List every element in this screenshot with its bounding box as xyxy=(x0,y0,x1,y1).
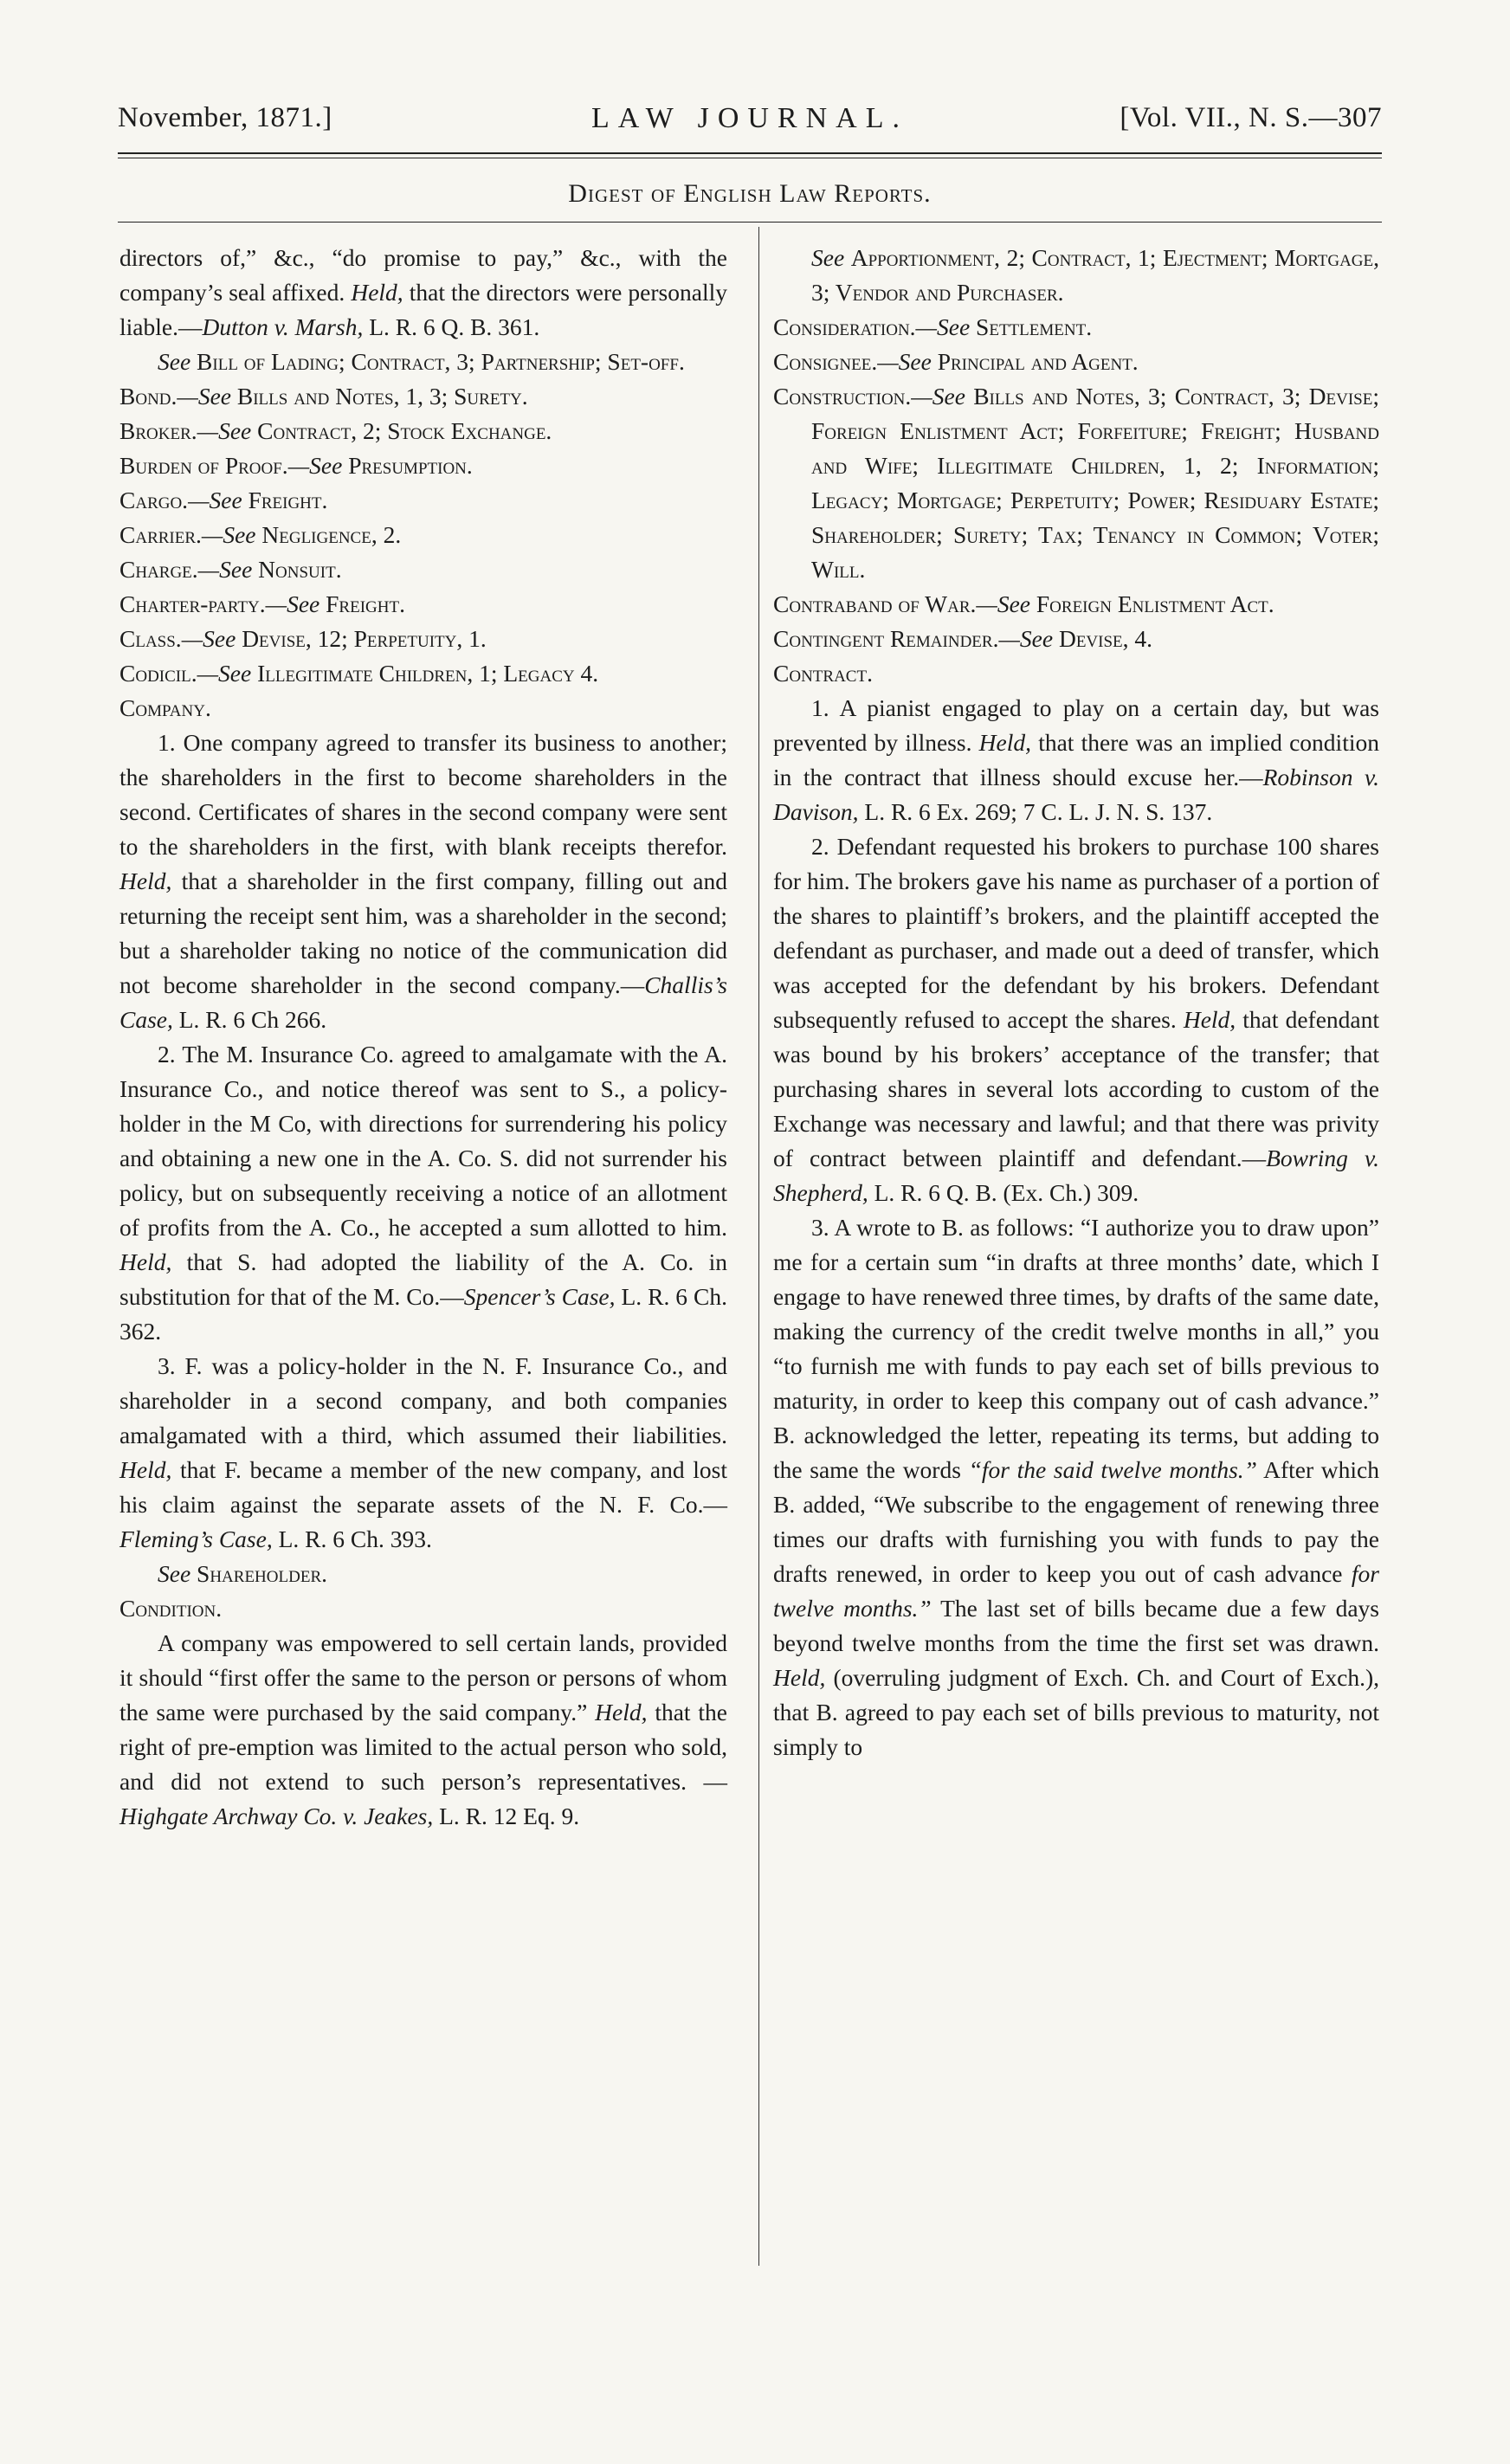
index-term: Consignee. xyxy=(773,348,878,375)
entry-text: that F. became a member of the new company, and lost his claim against the separate assets of the N. F. Co.— xyxy=(119,1456,727,1518)
index-term: Condition. xyxy=(119,1595,223,1622)
case-name: Robinson v. Davison, xyxy=(773,764,1379,825)
case-citation: L. R. 6 Ch. 362. xyxy=(119,1283,727,1345)
index-entry-carrier xyxy=(119,518,727,552)
index-entry-consideration xyxy=(773,310,1379,345)
index-entry-cargo xyxy=(119,483,727,518)
entry-text: that there was an implied condition in the contract that illness should excuse her.— xyxy=(773,729,1379,790)
case-citation: L. R. 6 Ex. 269; 7 C. L. J. N. S. 137. xyxy=(858,798,1213,825)
held-label: Held, xyxy=(595,1699,648,1725)
entry-continuation xyxy=(119,241,727,345)
see-reference xyxy=(119,345,727,379)
index-term: Codicil. xyxy=(119,660,197,687)
see-reference xyxy=(119,1557,727,1591)
index-entry-contraband-of-war xyxy=(773,587,1379,622)
index-entry-contract xyxy=(773,656,1379,691)
see-label: See xyxy=(158,1560,197,1587)
index-term: Contraband of War. xyxy=(773,590,977,617)
index-term: Contract. xyxy=(773,660,873,687)
index-term: Contingent Remainder. xyxy=(773,625,999,652)
see-label: —See xyxy=(265,590,326,617)
right-column xyxy=(773,241,1379,1764)
held-label: Held, xyxy=(119,1248,172,1275)
company-case-3 xyxy=(119,1349,727,1557)
index-term: Broker. xyxy=(119,417,197,444)
see-label: —See xyxy=(197,660,258,687)
see-label: —See xyxy=(188,487,248,513)
entry-text: A company was empowered to sell certain lands, provided it should “first offer the same to the person or persons of whom the same were purchased by the said company.” xyxy=(119,1629,727,1725)
index-term: Bond. xyxy=(119,383,177,410)
entry-text: 3. F. was a policy-holder in the N. F. Insurance Co., and shareholder in a second company, and both companies amalgamated with a third, which assumed their liabilities. xyxy=(119,1352,727,1448)
emphasis-text: “for the said twelve months.” xyxy=(968,1456,1257,1483)
see-label: —See xyxy=(915,313,977,340)
see-reference xyxy=(773,241,1379,310)
see-label: —See xyxy=(177,383,237,410)
case-name: Dutton v. Marsh, xyxy=(202,313,364,340)
entry-text: 3. A wrote to B. as follows: “I authorize you to draw upon” me for a certain sum “in drafts at three months’ date, which I engage to have renewed three times, by drafts of the same date, making the currency of the credit twelve months in all,” you “to furnish me with funds to pay each set of bills previous to maturity, in order to keep this company out of cash advance.” B. acknowledged the letter, repeating its terms, but adding to the same the words xyxy=(773,1214,1379,1483)
see-label: —See xyxy=(998,625,1059,652)
header-rule xyxy=(118,152,1382,154)
index-term: Construction. xyxy=(773,383,912,410)
see-label: —See xyxy=(976,590,1036,617)
cross-references: Devise, 12; Perpetuity, 1. xyxy=(242,625,487,652)
held-label: Held, xyxy=(1183,1006,1236,1033)
see-label: —See xyxy=(201,521,262,548)
entry-text: 1. A pianist engaged to play on a certain day, but was prevented by illness. xyxy=(773,694,1379,756)
entry-text: that a shareholder in the first company, filling out and returning the receipt sent him, was a shareholder in the second; but a shareholder taking no notice of the communication did not become shareholder in the second company.— xyxy=(119,868,727,998)
case-citation: L. R. 6 Ch. 393. xyxy=(272,1525,432,1552)
held-label: Held, xyxy=(978,729,1031,756)
cross-references: Shareholder. xyxy=(197,1560,327,1587)
case-citation: L. R. 6 Q. B. 361. xyxy=(363,313,540,340)
index-entry-charter-party xyxy=(119,587,727,622)
journal-title: LAW JOURNAL. xyxy=(591,102,908,134)
case-citation: L. R. 6 Q. B. (Ex. Ch.) 309. xyxy=(868,1179,1139,1206)
entry-text: that the right of pre-emption was limited to the actual person who sold, and did not extend to such person’s representatives. — xyxy=(119,1699,727,1795)
entry-text: that the directors were personally liable.— xyxy=(119,279,727,340)
section-rule xyxy=(118,222,1382,223)
running-head xyxy=(118,102,1382,144)
entry-text: 2. Defendant requested his brokers to purchase 100 shares for him. The brokers gave his name as purchaser of a portion of the shares to plaintiff’s brokers, and the plaintiff accepted the defendant as purchaser, and made out a deed of transfer, which was accepted for the defendant by his brokers. Defendant subsequently refused to accept the shares. xyxy=(773,833,1379,1033)
cross-references: Presumption. xyxy=(348,452,473,479)
index-term: Consideration. xyxy=(773,313,916,340)
cross-references: Contract, 2; Stock Exchange. xyxy=(257,417,552,444)
case-name: Spencer’s Case, xyxy=(463,1283,616,1310)
cross-references: Freight. xyxy=(248,487,328,513)
index-entry-class xyxy=(119,622,727,656)
see-label: —See xyxy=(181,625,242,652)
contract-case-3 xyxy=(773,1210,1379,1764)
see-label: —See xyxy=(911,383,974,410)
see-label: See xyxy=(811,244,851,271)
cross-references: Illegitimate Children, 1; Legacy 4. xyxy=(257,660,599,687)
see-label: —See xyxy=(197,556,259,583)
index-term: Carrier. xyxy=(119,521,202,548)
emphasis-text: for twelve months.” xyxy=(773,1560,1379,1622)
cross-references: Bills and Notes, 1, 3; Surety. xyxy=(236,383,528,410)
condition-case xyxy=(119,1626,727,1834)
index-entry-consignee xyxy=(773,345,1379,379)
cross-references: Negligence, 2. xyxy=(261,521,402,548)
column-divider xyxy=(758,227,759,2266)
held-label: Held, xyxy=(773,1664,826,1691)
index-term: Cargo. xyxy=(119,487,189,513)
index-term: Charge. xyxy=(119,556,198,583)
case-name: Fleming’s Case, xyxy=(119,1525,273,1552)
held-label: Held, xyxy=(351,279,403,306)
section-title: Digest of English Law Reports. xyxy=(568,179,932,208)
case-name: Highgate Archway Co. v. Jeakes, xyxy=(119,1803,434,1829)
entry-text: directors of,” &c., “do promise to pay,” &c., with the company’s seal affixed. xyxy=(119,244,727,306)
contract-case-2 xyxy=(773,829,1379,1210)
cross-references: Nonsuit. xyxy=(258,556,342,583)
index-entry-charge xyxy=(119,552,727,587)
index-entry-bond xyxy=(119,379,727,414)
index-entry-broker xyxy=(119,414,727,448)
case-name: Bowring v. Shepherd, xyxy=(773,1145,1379,1206)
see-label: See xyxy=(158,348,197,375)
see-label: —See xyxy=(197,417,258,444)
index-term: Company. xyxy=(119,694,211,721)
contract-case-1 xyxy=(773,691,1379,829)
index-entry-burden-of-proof xyxy=(119,448,727,483)
entry-text: 1. One company agreed to transfer its business to another; the shareholders in the first to become shareholders in the second. Certificates of shares in the second company were sent to the shareholders in the first, with blank receipts therefor. xyxy=(119,729,727,860)
entry-text: that defendant was bound by his brokers’ acceptance of the transfer; that purchasing shares in several lots according to custom of the Exchange was necessary and lawful; and that there was privity of contract between plaintiff and defendant.— xyxy=(773,1006,1379,1171)
case-name: Challis’s Case, xyxy=(119,971,727,1033)
header-date: November, 1871.] xyxy=(118,102,332,133)
index-entry-codicil xyxy=(119,656,727,691)
index-entry-condition xyxy=(119,1591,727,1626)
entry-text: 2. The M. Insurance Co. agreed to amalgamate with the A. Insurance Co., and notice thereof was sent to S., a policy-holder in the M Co, with directions for surrendering his policy and obtaining a new one in the A. Co. S. did not surrender his policy, but on subsequently receiving a notice of an allotment of profits from the A. Co., he accepted a sum allotted to him. xyxy=(119,1041,727,1241)
cross-references: Foreign Enlistment Act. xyxy=(1036,590,1274,617)
index-term: Charter-party. xyxy=(119,590,266,617)
cross-references: Freight. xyxy=(326,590,405,617)
cross-references: Bills and Notes, 3; Contract, 3; Devise; Foreign Enlistment Act; Forfeiture; Freight; Husband and Wife; Illegitimate Children, 1, 2; Information; Legacy; Mortgage; Perpetuity; Power; Residuary Estate; Shareholder; Surety; Tax; Tenancy in Common; Voter; Will. xyxy=(811,383,1379,583)
see-label: —See xyxy=(287,452,349,479)
held-label: Held, xyxy=(119,868,172,894)
entry-text: (overruling judgment of Exch. Ch. and Court of Exch.), that B. agreed to pay each set of bills previous to maturity, not simply to xyxy=(773,1664,1379,1760)
index-term: Class. xyxy=(119,625,182,652)
company-case-1 xyxy=(119,726,727,1037)
cross-references: Bill of Lading; Contract, 3; Partnership; Set-off. xyxy=(197,348,685,375)
entry-text: that S. had adopted the liability of the A. Co. in substitution for that of the M. Co.— xyxy=(119,1248,727,1310)
volume-page-number: [Vol. VII., N. S.—307 xyxy=(1120,102,1382,133)
cross-references: Settlement. xyxy=(976,313,1093,340)
see-label: —See xyxy=(877,348,938,375)
index-entry-construction xyxy=(773,379,1379,587)
entry-text: After which B. added, “We subscribe to the engagement of renewing three times our drafts with furnishing you with funds to pay the drafts renewed, in order to keep you out of cash advance xyxy=(773,1456,1379,1587)
company-case-2 xyxy=(119,1037,727,1349)
cross-references: Principal and Agent. xyxy=(937,348,1139,375)
held-label: Held, xyxy=(119,1456,172,1483)
case-citation: L. R. 6 Ch 266. xyxy=(172,1006,327,1033)
index-entry-company xyxy=(119,691,727,726)
cross-references: Devise, 4. xyxy=(1058,625,1153,652)
case-citation: L. R. 12 Eq. 9. xyxy=(433,1803,580,1829)
index-entry-contingent-remainder xyxy=(773,622,1379,656)
entry-text: The last set of bills became due a few days beyond twelve months from the time the first set was drawn. xyxy=(773,1595,1379,1656)
cross-references: Apportionment, 2; Contract, 1; Ejectment; Mortgage, 3; Vendor and Purchaser. xyxy=(811,244,1379,306)
index-term: Burden of Proof. xyxy=(119,452,288,479)
left-column xyxy=(119,241,727,1834)
